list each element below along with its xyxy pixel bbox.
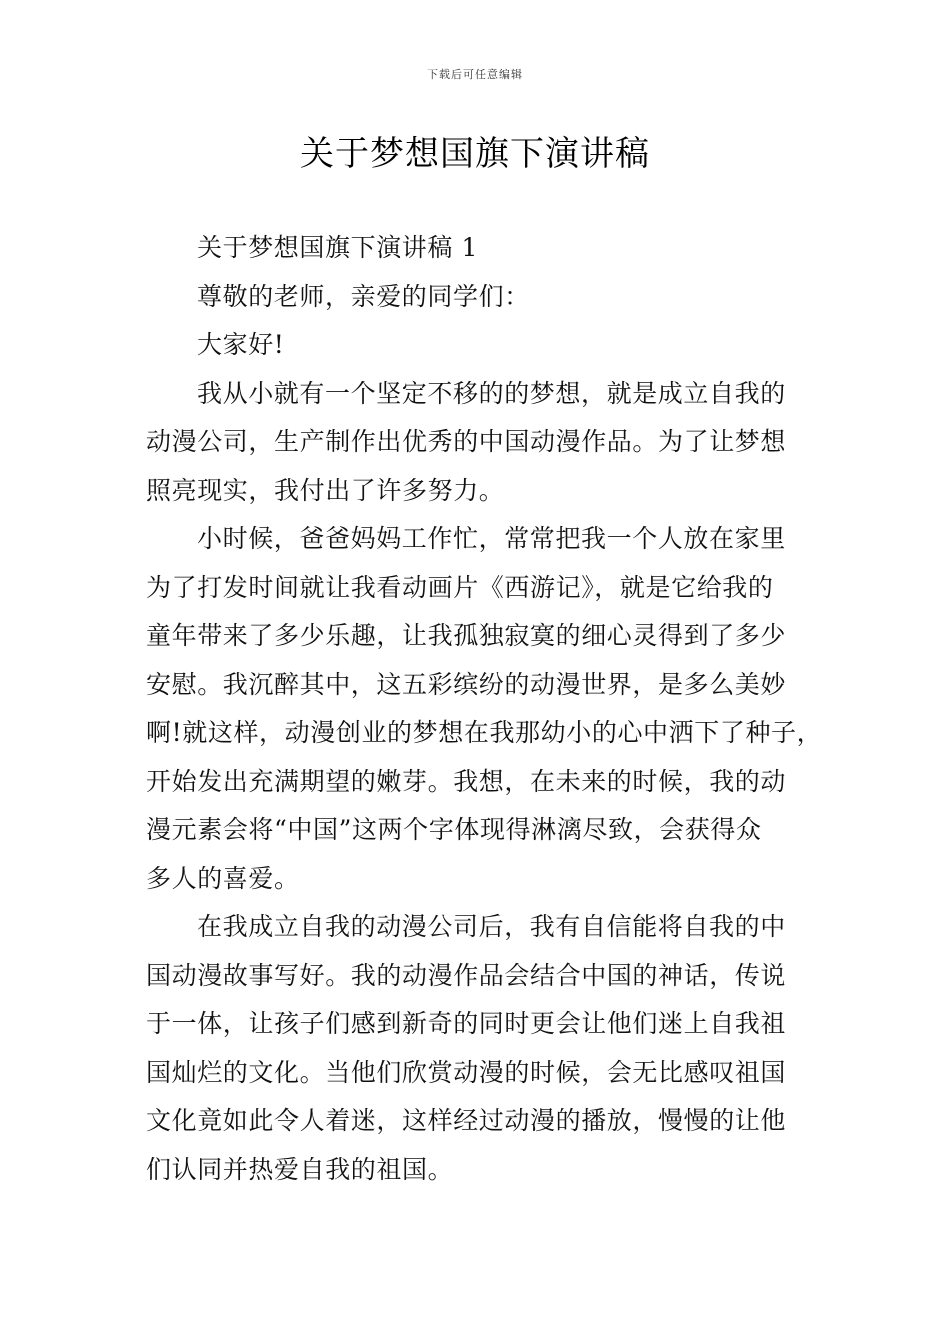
text-line: 漫元素会将“中国”这两个字体现得淋漓尽致，会获得众 — [146, 815, 762, 844]
text-line: 童年带来了多少乐趣，让我孤独寂寞的细心灵得到了多少 — [146, 621, 787, 650]
text-line: 们认同并热爱自我的祖国。 — [146, 1154, 454, 1184]
text-line: 照亮现实，我付出了许多努力。 — [146, 475, 505, 505]
text-line: 在我成立自我的动漫公司后，我有自信能将自我的中 — [197, 912, 786, 941]
document-body — [146, 224, 826, 1194]
page-header-note: 下载后可任意编辑 — [427, 68, 523, 81]
text-line: 安慰。我沉醉其中，这五彩缤纷的动漫世界，是多么美妙 — [146, 669, 787, 699]
text-line: 小时候，爸爸妈妈工作忙，常常把我一个人放在家里 — [197, 524, 786, 553]
text-line: 动漫公司，生产制作出优秀的中国动漫作品。为了让梦想 — [146, 427, 787, 456]
text-line: 文化竟如此令人着迷，这样经过动漫的播放，慢慢的让他 — [146, 1106, 787, 1135]
text-line: 开始发出充满期望的嫩芽。我想，在未来的时候，我的动 — [146, 766, 787, 796]
text-line: 多人的喜爱。 — [146, 863, 300, 893]
text-line: 尊敬的老师，亲爱的同学们： — [197, 281, 530, 311]
text-line: 于一体，让孩子们感到新奇的同时更会让他们迷上自我祖 — [146, 1009, 787, 1038]
text-line: 国动漫故事写好。我的动漫作品会结合中国的神话，传说 — [146, 960, 787, 990]
text-line: 我从小就有一个坚定不移的的梦想，就是成立自我的 — [197, 378, 786, 408]
text-line: 为了打发时间就让我看动画片《西游记》，就是它给我的 — [146, 572, 774, 602]
document-title: 关于梦想国旗下演讲稿 — [300, 134, 650, 174]
text-line: 大家好! — [197, 330, 285, 359]
text-line: 啊!就这样，动漫创业的梦想在我那幼小的心中洒下了种子， — [146, 718, 823, 747]
text-line: 关于梦想国旗下演讲稿 1 — [197, 233, 479, 262]
text-line: 国灿烂的文化。当他们欣赏动漫的时候，会无比感叹祖国 — [146, 1057, 787, 1087]
